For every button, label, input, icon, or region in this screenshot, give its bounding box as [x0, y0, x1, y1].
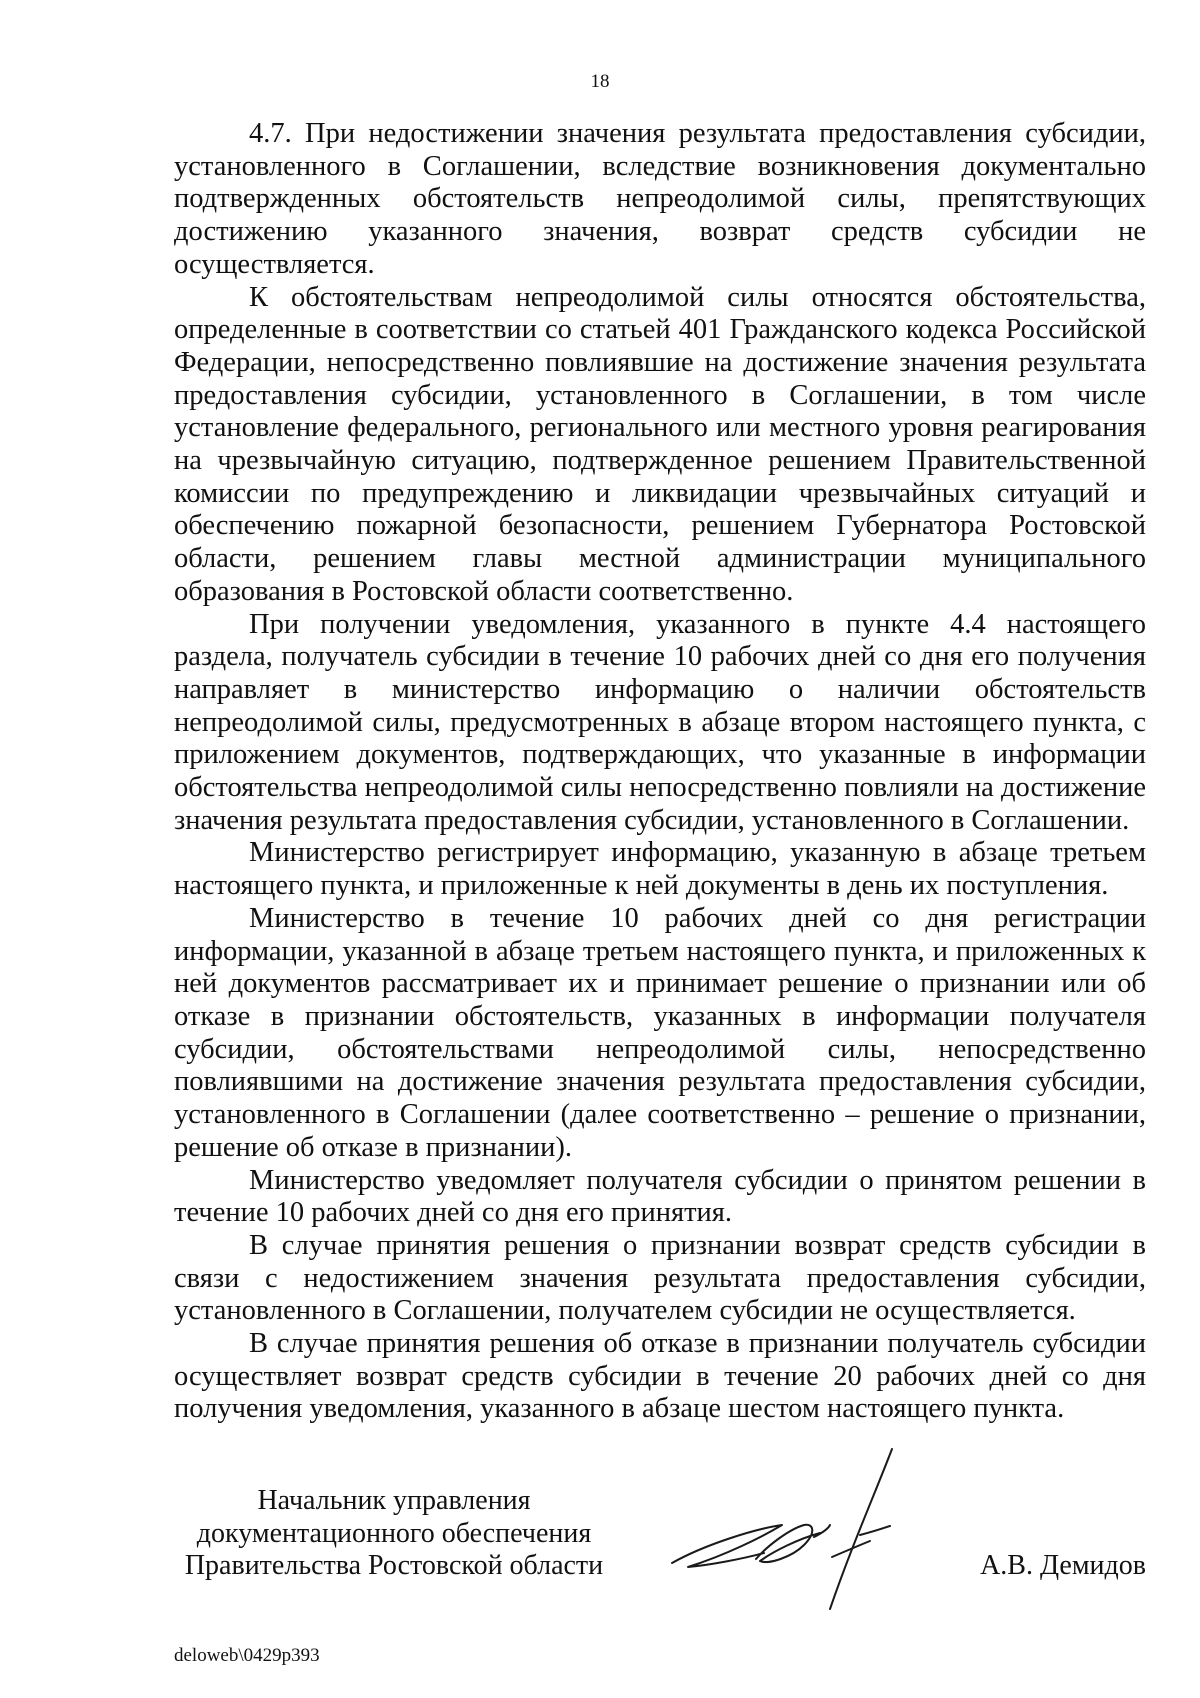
paragraph-decision-refusal: В случае принятия решения об отказе в признании получатель субсидии осуществляет возврат средств субсидии в течение 20 рабочих дней со дня получения уведомления, указанного в абзаце шестом настоящего пункта. — [174, 1328, 1146, 1425]
signatory-name: А.В. Демидов — [980, 1550, 1146, 1581]
document-body — [174, 118, 1146, 1426]
signatory-title — [174, 1485, 614, 1583]
document-code: deloweb\0429p393 — [174, 1645, 320, 1666]
paragraph-4-7: 4.7. При недостижении значения результата предоставления субсидии, установленного в Соглашении, вследствие возникновения документально подтвержденных обстоятельств непреодолимой силы, препятствующих достижению указанного значения, возврат средств субсидии не осуществляется. — [174, 118, 1146, 280]
paragraph-notification-procedure: При получении уведомления, указанного в пункте 4.4 настоящего раздела, получатель субсидии в течение 10 рабочих дней со дня его получения направляет в министерство информацию о наличии обстоятельств непреодолимой силы, предусмотренных в абзаце втором настоящего пункта, с приложением документов, подтверждающих, что указанные в информации обстоятельства непреодолимой силы непосредственно повлияли на достижение значения результата предоставления субсидии, установленного в Соглашении. — [174, 608, 1146, 836]
signatory-title-line: документационного обеспечения — [196, 1517, 592, 1549]
paragraph-registration: Министерство регистрирует информацию, указанную в абзаце третьем настоящего пункта, и приложенные к ней документы в день их поступления. — [174, 837, 1146, 902]
paragraph-review-decision: Министерство в течение 10 рабочих дней со дня регистрации информации, указанной в абзаце третьем настоящего пункта, и приложенных к ней документов рассматривает их и принимает решение о признании или об отказе в признании обстоятельств, указанных в информации получателя субсидии, обстоятельствами непреодолимой силы, непосредственно повлиявшими на достижение значения результата предоставления субсидии, установленного в Соглашении (далее соответственно – решение о признании, решение об отказе в признании). — [174, 902, 1146, 1163]
signature-block — [174, 1485, 1146, 1625]
signatory-title-line: Правительства Ростовской области — [184, 1550, 604, 1582]
paragraph-force-majeure-definition: К обстоятельствам непреодолимой силы относятся обстоятельства, определенные в соответствии со статьей 401 Гражданского кодекса Российской Федерации, непосредственно повлиявшие на достижение значения результата предоставления субсидии, установленного в Соглашении, в том числе установление федерального, регионального или местного уровня реагирования на чрезвычайную ситуацию, подтвержденное решением Правительственной комиссии по предупреждению и ликвидации чрезвычайных ситуаций и обеспечению пожарной безопасности, решением Губернатора Ростовской области, решением главы местной администрации муниципального образования в Ростовской области соответственно. — [174, 281, 1146, 607]
handwritten-signature — [664, 1433, 934, 1633]
signatory-title-line: Начальник управления — [257, 1485, 531, 1516]
paragraph-decision-recognition: В случае принятия решения о признании возврат средств субсидии в связи с недостижением значения результата предоставления субсидии, установленного в Соглашении, получателем субсидии не осуществляется. — [174, 1229, 1146, 1327]
paragraph-notice-of-decision: Министерство уведомляет получателя субсидии о принятом решении в течение 10 рабочих дней со дня его принятия. — [174, 1164, 1146, 1229]
page-number: 18 — [590, 71, 610, 92]
